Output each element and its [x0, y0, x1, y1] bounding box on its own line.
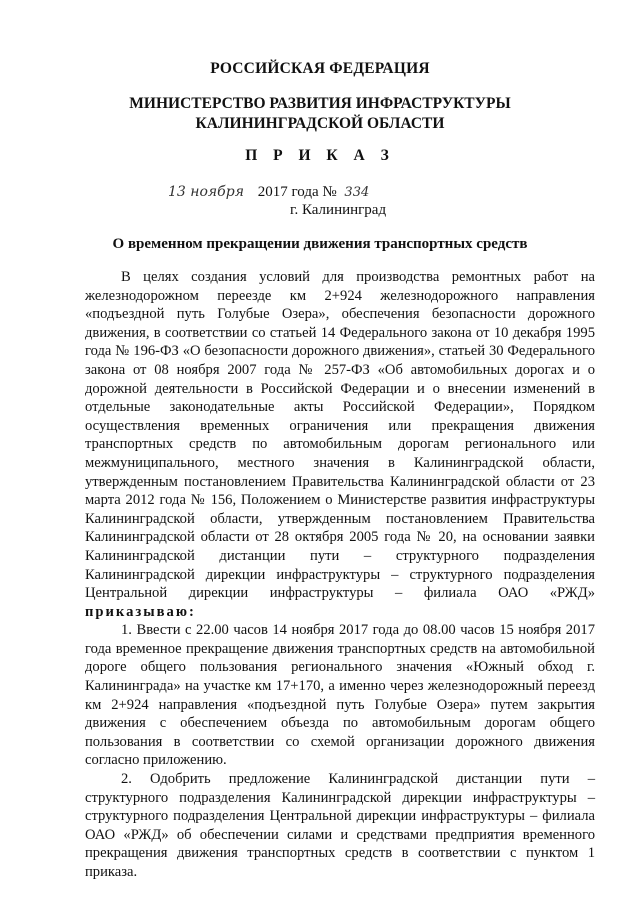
- handwritten-date: 13 ноября: [168, 184, 244, 200]
- preamble-paragraph: [85, 268, 595, 621]
- order-subject: О временном прекращении движения транспортных средств: [112, 236, 528, 252]
- ministry-heading-line1: МИНИСТЕРСТВО РАЗВИТИЯ ИНФРАСТРУКТУРЫ: [129, 95, 511, 112]
- ministry-heading-line2: КАЛИНИНГРАДСКОЙ ОБЛАСТИ: [195, 115, 445, 132]
- country-heading: РОССИЙСКАЯ ФЕДЕРАЦИЯ: [210, 60, 430, 77]
- number-sign: №: [322, 184, 337, 200]
- order-item-2: 2. Одобрить предложение Калининградской дистанции пути – структурного подразделения Калининградской дирекции инфраструктуры – структурного подразделения Центральной дирекции инфраструктуры – филиала ОАО «РЖД» об обеспечении силами и средствами предприятия временного прекращения движения транспортных средств в соответствии с пунктом 1 приказа.: [85, 771, 595, 880]
- preamble-text: В целях создания условий для производства ремонтных работ на железнодорожном переезде км 2+924 железнодорожного направления «подъездной путь Голубые Озера», обеспечения безопасности дорожного движения, в соответствии со статьей 14 Федерального закона от 10 декабря 1995 года № 196-ФЗ «О безопасности дорожного движения», статьей 30 Федерального закона от 08 ноября 2007 года № 257-ФЗ «Об автомобильных дорогах и о дорожной деятельности в Российской Федерации и о внесении изменений в отдельные законодательные акты Российской Федерации», Порядком осуществления временных ограничения или прекращения движения транспортных средств по автомобильным дорогам регионального или межмуниципального, местного значения в Калининградской области, утвержденным постановлением Правительства Калининградской области от 23 марта 2012 года № 156, Положением о Министерстве развития инфраструктуры Калининградской области, утвержденным постановлением Правительства Калининградской области от 28 октября 2005 года № 20, на основании заявки Калининградской дистанции пути – структурного подразделения Калининградской дирекции инфраструктуры – структурного подразделения Центральной дирекции инфраструктуры – филиала ОАО «РЖД»: [85, 269, 595, 602]
- order-item-1: 1. Ввести с 22.00 часов 14 ноября 2017 года до 08.00 часов 15 ноября 2017 года временное прекращение движения транспортных средств на автомобильной дороге общего пользования регионального значения «Южный обход г. Калининграда» на участке км 17+170, а именно через железнодорожный переезд км 2+924 направления «подъездной путь Голубые Озера» путем закрытия движения с обеспечением объезда по автомобильным дорогам общего пользования в соответствии со схемой организации дорожного движения согласно приложению.: [85, 622, 595, 769]
- date-line: [168, 184, 369, 201]
- order-body: [85, 268, 595, 882]
- city-line: г. Калининград: [290, 202, 387, 218]
- handwritten-number: 334: [344, 185, 370, 200]
- year-text: 2017 года: [257, 184, 319, 200]
- order-word: приказываю:: [85, 603, 196, 620]
- document-type-heading: П Р И К А З: [245, 147, 395, 164]
- ministry-heading: [0, 94, 640, 134]
